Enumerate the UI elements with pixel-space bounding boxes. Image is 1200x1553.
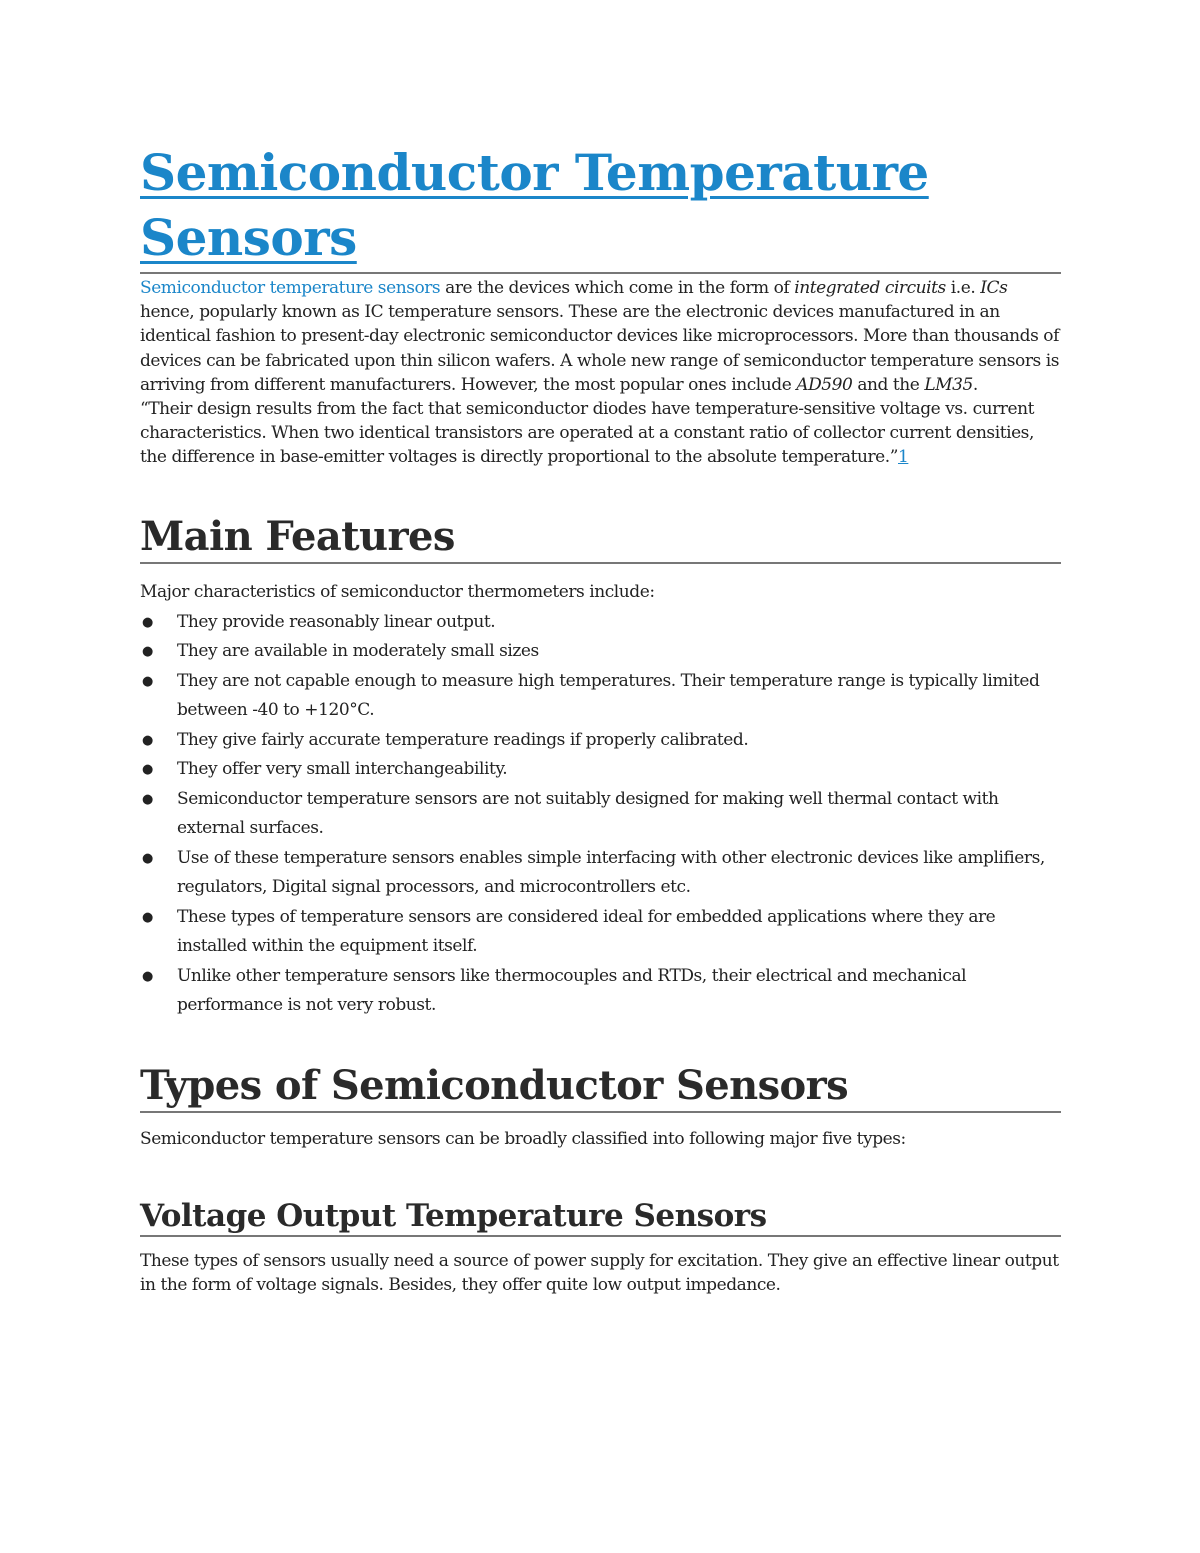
- intro-term-link[interactable]: Semiconductor temperature sensors: [140, 278, 441, 298]
- main-features-heading: Main Features: [140, 512, 1061, 564]
- intro-italic-ad590: AD590: [796, 374, 853, 395]
- bullet-icon: ●: [142, 732, 153, 748]
- intro-italic-integrated-circuits: integrated circuits: [794, 278, 946, 298]
- bullet-icon: ●: [142, 762, 153, 778]
- page-title[interactable]: Semiconductor Temperature Sensors: [140, 140, 1061, 274]
- types-heading: Types of Semiconductor Sensors: [140, 1061, 1061, 1113]
- bullet-icon: ●: [142, 614, 153, 630]
- voltage-output-heading: Voltage Output Temperature Sensors: [140, 1197, 1061, 1237]
- bullet-icon: ●: [142, 850, 153, 866]
- intro-text-1: are the devices which come in the form of: [440, 278, 795, 298]
- list-item: [140, 667, 1061, 726]
- document-page: [140, 140, 1061, 1297]
- list-item-text: They provide reasonably linear output.: [177, 611, 496, 632]
- voltage-output-text: These types of sensors usually need a source of power supply for excitation. They give an effective linear output in the form of voltage signals. Besides, they offer quite low output impedance.: [140, 1251, 1059, 1296]
- list-item-text: Use of these temperature sensors enables simple interfacing with other electronic devices like amplifiers, regulators, Digital signal processors, and microcontrollers etc.: [177, 847, 1045, 898]
- intro-text-4: and the: [852, 374, 925, 395]
- features-list: [140, 608, 1061, 1021]
- intro-text-3: hence, popularly known as IC temperature sensors. These are the electronic devices manufactured in an identical fashion to present-day electronic semiconductor devices like microprocessors. More than thousands of devices can be fabricated upon thin silicon wafers. A whole new range of semiconductor temperature sensors is arriving from different manufacturers. However, the most popular ones include: [140, 302, 1059, 395]
- list-item: [140, 844, 1061, 903]
- list-item-text: They give fairly accurate temperature readings if properly calibrated.: [177, 729, 749, 750]
- list-item-text: They are not capable enough to measure high temperatures. Their temperature range is typically limited between -40 to +120°C.: [177, 670, 1040, 721]
- list-item: [140, 903, 1061, 962]
- quote-text: “Their design results from the fact that semiconductor diodes have temperature-sensitive voltage vs. current characteristics. When two identical transistors are operated at a constant ratio of collector current densities, the difference in base-emitter voltages is directly proportional to the absolute temperature.”: [140, 399, 1034, 468]
- bullet-icon: ●: [142, 673, 153, 689]
- list-item-text: They are available in moderately small sizes: [177, 641, 539, 662]
- bullet-icon: ●: [142, 791, 153, 807]
- list-item: [140, 962, 1061, 1021]
- list-item-text: Unlike other temperature sensors like thermocouples and RTDs, their electrical and mechanical performance is not very robust.: [177, 965, 967, 1016]
- intro-text-5: .: [972, 374, 978, 395]
- list-item: [140, 726, 1061, 756]
- quote-paragraph: [140, 397, 1061, 470]
- list-item: [140, 637, 1061, 667]
- intro-paragraph: [140, 276, 1061, 397]
- bullet-icon: ●: [142, 968, 153, 984]
- bullet-icon: ●: [142, 909, 153, 925]
- list-item-text: These types of temperature sensors are considered ideal for embedded applications where they are installed within the equipment itself.: [177, 906, 996, 957]
- intro-italic-ics: ICs: [980, 278, 1008, 298]
- types-intro: Semiconductor temperature sensors can be broadly classified into following major five types:: [140, 1128, 906, 1149]
- list-item: [140, 755, 1061, 785]
- list-item: [140, 608, 1061, 638]
- intro-italic-lm35: LM35: [924, 374, 973, 395]
- features-intro: Major characteristics of semiconductor thermometers include:: [140, 581, 655, 602]
- list-item: [140, 785, 1061, 844]
- intro-text-2: i.e.: [945, 278, 981, 298]
- footnote-link[interactable]: 1: [898, 447, 909, 468]
- list-item-text: Semiconductor temperature sensors are not suitably designed for making well thermal contact with external surfaces.: [177, 788, 999, 839]
- bullet-icon: ●: [142, 644, 153, 660]
- list-item-text: They offer very small interchangeability.: [177, 759, 508, 780]
